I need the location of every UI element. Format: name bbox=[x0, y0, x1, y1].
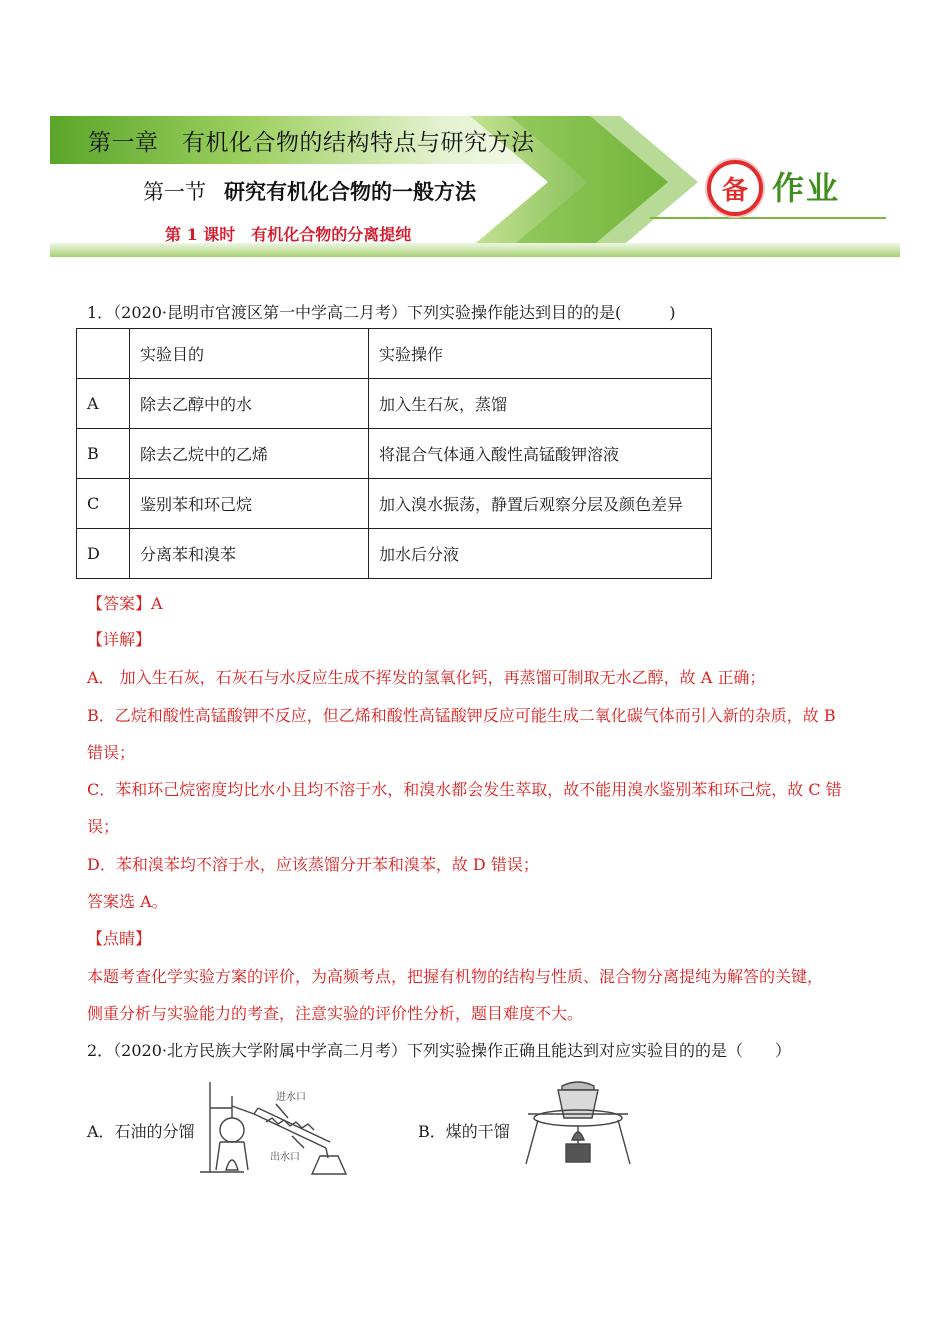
table-cell: 加入生石灰，蒸馏 bbox=[369, 379, 712, 429]
outlet-label: 出水口 bbox=[270, 1152, 300, 1163]
lesson-title: 第 1 课时 有机化合物的分离提纯 bbox=[165, 225, 412, 244]
detail-line: 误； bbox=[87, 817, 120, 836]
banner-footer-stripe bbox=[50, 243, 900, 257]
table-cell: 鉴别苯和环己烷 bbox=[130, 479, 369, 529]
table-cell: B bbox=[77, 429, 130, 479]
section-title bbox=[143, 176, 476, 206]
answer-label: 【答案】A bbox=[87, 594, 163, 613]
table-cell: 除去乙醇中的水 bbox=[130, 379, 369, 429]
table-header-purpose: 实验目的 bbox=[130, 329, 369, 379]
detail-line: 错误； bbox=[87, 743, 136, 762]
detail-line: B．乙烷和酸性高锰酸钾不反应，但乙烯和酸性高锰酸钾反应可能生成二氧化碳气体而引入新的杂质，故 B bbox=[87, 706, 836, 725]
table-cell: 加水后分液 bbox=[369, 529, 712, 579]
q2-stem: 2．（2020·北方民族大学附属中学高二月考）下列实验操作正确且能达到对应实验目的的是（ ） bbox=[87, 1041, 791, 1060]
homework-label: 作业 bbox=[772, 169, 841, 207]
chapter-title: 第一章 有机化合物的结构特点与研究方法 bbox=[88, 130, 535, 156]
table-cell bbox=[77, 329, 130, 379]
table-cell: D bbox=[77, 529, 130, 579]
table-header-row bbox=[77, 329, 712, 379]
option-a-label: A．石油的分馏 bbox=[87, 1122, 195, 1141]
detail-line: D．苯和溴苯均不溶于水，应该蒸馏分开苯和溴苯，故 D 错误； bbox=[87, 855, 539, 874]
table-row bbox=[77, 529, 712, 579]
section-name: 研究有机化合物的一般方法 bbox=[224, 180, 476, 204]
q1-stem: 1．（2020·昆明市官渡区第一中学高二月考）下列实验操作能达到目的的是( ) bbox=[87, 303, 676, 322]
table-cell: 将混合气体通入酸性高锰酸钾溶液 bbox=[369, 429, 712, 479]
detail-label: 【详解】 bbox=[87, 630, 152, 649]
homework-badge bbox=[707, 160, 763, 216]
table-header-operation: 实验操作 bbox=[369, 329, 712, 379]
table-row bbox=[77, 379, 712, 429]
distillation-apparatus-icon bbox=[196, 1078, 356, 1178]
inlet-label: 进水口 bbox=[276, 1092, 306, 1103]
coal-distillation-apparatus-icon bbox=[520, 1078, 636, 1166]
comment-line: 侧重分析与实验能力的考查，注意实验的评价性分析，题目难度不大。 bbox=[87, 1004, 584, 1023]
section-prefix: 第一节 bbox=[143, 180, 206, 204]
detail-line: A． 加入生石灰，石灰石与水反应生成不挥发的氢氧化钙，再蒸馏可制取无水乙醇，故 A 正确； bbox=[87, 668, 766, 687]
table-cell: A bbox=[77, 379, 130, 429]
comment-line: 本题考查化学实验方案的评价，为高频考点，把握有机物的结构与性质、混合物分离提纯为解答的关键， bbox=[87, 967, 824, 986]
table-cell: 加入溴水振荡，静置后观察分层及颜色差异 bbox=[369, 479, 712, 529]
banner-rule bbox=[650, 217, 886, 219]
table-row bbox=[77, 429, 712, 479]
table-row bbox=[77, 479, 712, 529]
table-cell: 分离苯和溴苯 bbox=[130, 529, 369, 579]
detail-line: C．苯和环己烷密度均比水小且均不溶于水，和溴水都会发生萃取，故不能用溴水鉴别苯和环己烷，故 C 错 bbox=[87, 780, 842, 799]
option-b-label: B．煤的干馏 bbox=[418, 1122, 510, 1141]
comment-label: 【点睛】 bbox=[87, 929, 152, 948]
conclusion-line: 答案选 A。 bbox=[87, 892, 168, 911]
badge-char: 备 bbox=[721, 175, 748, 206]
q1-table bbox=[76, 328, 712, 579]
table-cell: 除去乙烷中的乙烯 bbox=[130, 429, 369, 479]
table-cell: C bbox=[77, 479, 130, 529]
